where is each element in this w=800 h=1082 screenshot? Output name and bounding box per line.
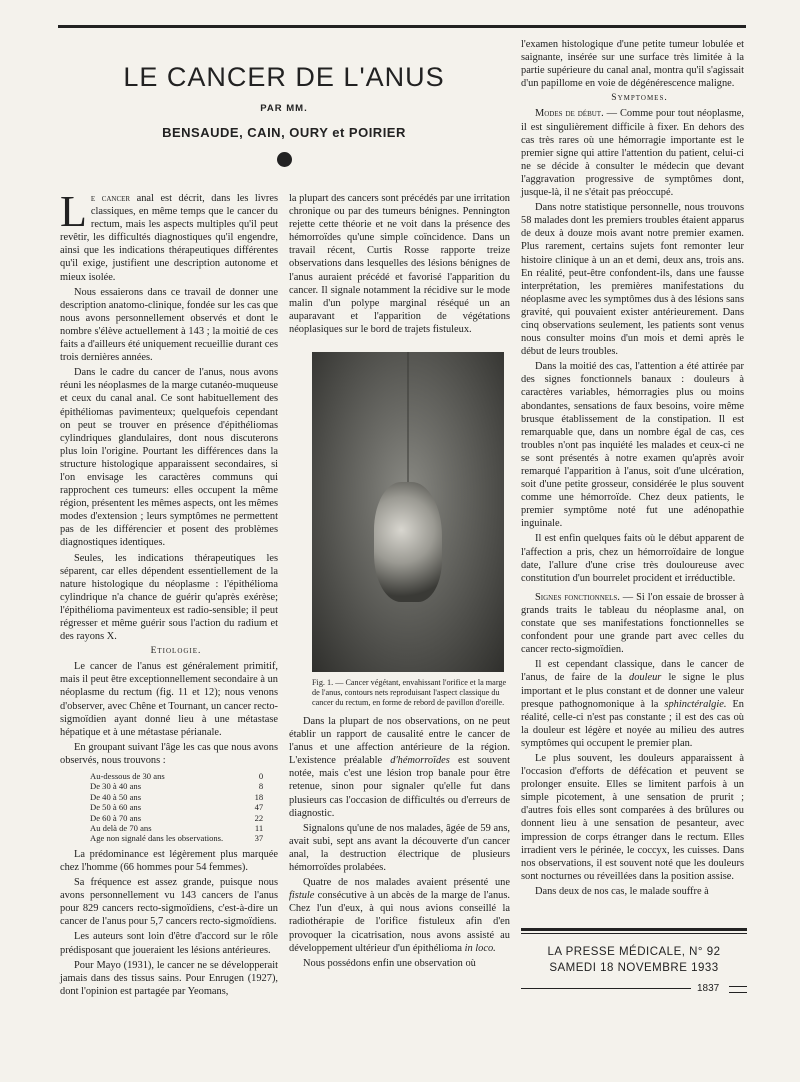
paragraph: Dans la plupart de nos observations, on ne peut établir un rapport de causalité entre le cancer de l'anus et une affection antérieure de la région. L'existence préalable d'hémorroïdes est souvent notée, mais c'est une lésion trop banale pour être retenue, sinon pour signaler qu'elle fut dans plusieurs cas l'occasion de difficultés ou d'erreurs de diagnostic. [289,716,510,819]
table-row: De 60 à 70 ans 22 [90,812,264,823]
table-row: De 40 à 50 ans 18 [90,791,264,802]
paragraph: Signes fonctionnels. — Si l'on essaie de brosser à grands traits le tableau du néoplasme anal, on constate que ses manifestations fonctionnelles se confondent pour une grande part avec celles du cancer recto-sigmoïdien. [521,591,744,656]
figure-photograph [312,352,504,672]
paragraph: Quatre de nos malades avaient présenté une fistule consécutive à un abcès de la marge de l'anus. Chez l'un d'eux, à qui nous avions conseillé la radiothérapie de l'orifice fistuleux afin d'en provoquer la cicatrisation, nous avons assisté au développement ultérieur d'un épithélioma in loco. [289,877,510,954]
paragraph: Dans notre statistique personnelle, nous trouvons 58 malades dont les premiers troubles étaient apparus de deux à douze mois avant notre premier examen. Plus rarement, certains sujets font remonter leur histoire clinique à un an et demi, deux ans, trois ans. En réalité, peut-être confondent-ils, dans une fausse interprétation, les premières manifestations du néoplasme avec les symptômes dus à des lésions sans gravité, qui pouvaient exister antérieurement. Dans cinq observations seulement, les patients sont venus nous consulter moins d'un mois et demi après le début de leurs troubles. [521,202,744,358]
paragraph: Seules, les indications thérapeutiques les séparent, car elles dépendent essentiellement de la nature histologique du néoplasme : l'épithélioma cylindrique n'a chance de guérir qu'après exérèse; l'épithélioma pavimenteux est radio-sensible; il peut régresser et même guérir sous l'action du radium et des rayons X. [60,552,278,643]
table-row: Au-dessous de 30 ans 0 [90,771,264,782]
paragraph: Dans le cadre du cancer de l'anus, nous avons réuni les néoplasmes de la marge cutanéo-muqueuse et ceux du canal anal. Ce sont habituellement des épithéliomas pavimenteux; quelquefois cependant on peut se trouver en présence d'épithéliomas cylindriques glandulaires, dont nous discuterons plus loin l'origine. Pourtant les différences dans la structure histologique apparaissent secondaires, si l'on envisage les caractères communs qui rapprochent ces tumeurs: elles occupent la même région, présentent les mêmes aspects, ont les mêmes modes d'extension ; leurs symptômes ne permettent pas de les différencier et posent des problèmes diagnostiques identiques. [60,367,278,549]
paragraph: Il est cependant classique, dans le cancer de l'anus, de faire de la douleur le signe le plus important et le plus constant et de donner une valeur presque pathognomonique à la sphinctéralgie. En réalité, celle-ci n'est pas constante ; il est des cas où la douleur est légère et noyée au milieu des autres symptômes qui occupent le premier plan. [521,659,744,749]
drop-cap: L [60,187,87,236]
figure-caption: Fig. 1. — Cancer végétant, envahissant l'orifice et la marge de l'anus, contours nets reproduisant l'aspect classique du cancer du rectum, en forme de rebord de pavillon d'oreille. [312,678,507,707]
paragraph: Sa fréquence est assez grande, puisque nous avons personnellement vu 143 cancers de l'anus pour 829 cancers recto-sigmoïdiens, c'est-à-dire un cancer de l'anus pour 5,7 cancers recto-sigmoïdiens. [60,877,278,928]
section-heading-symptomes: Symptomes. [611,93,668,104]
table-row: De 30 à 40 ans 8 [90,781,264,792]
paragraph: Il est enfin quelques faits où le début apparent de l'affection a pris, chez un hémorroïdaire de longue date, l'allure d'une crise très douloureuse avec constitution d'un bourrelet procident et irréductible. [521,533,744,584]
column-3 [521,38,744,900]
paragraph: l'examen histologique d'une petite tumeur lobulée et saignante, insérée sur une surface très limitée à la partie supérieure du canal anal, montra qu'il s'agissait d'un papillome en voie de dégénérescence maligne. [521,39,744,90]
paragraph: Le cancer de l'anus est généralement primitif, mais il peut être exceptionnellement secondaire à un néoplasme du rectum (fig. 11 et 12); nous venons d'observer, avec Chêne et Tournant, un cancer recto-sigmoïdien ayant donné lieu à une métastase hépatique et à une métastase périanale. [60,661,278,738]
paragraph: En groupant suivant l'âge les cas que nous avons observés, nous trouvons : [60,741,278,766]
column-2-top [289,192,510,338]
column-1 [60,187,278,1000]
age-table [90,771,263,844]
journal-name: LA PRESSE MÉDICALE, N° 92 [547,946,721,958]
paragraph: la plupart des cancers sont précédés par une irritation chronique ou par des tumeurs bénignes. Pennington rejette cette théorie et ne voit dans la présence des hémorroïdes qu'une simple coïncidence. Dans un travail récent, Curtis Rosse rapporte treize observations dans lesquelles des lésions bénignes de l'anus auraient précédé et favorisé l'apparition du cancer. Il signale notamment la récidive sur le mode malin d'un polype marginal réséqué un an auparavant et l'apparition de végétations néoplasiques sur le bord de trajets fistuleux. [289,193,510,335]
paragraph: Pour Mayo (1931), le cancer ne se développerait jamais dans des tissus sains. Pour Enrugen (1927), dont l'opinion est partagée par Yeomans, [60,959,278,997]
column-2-bottom [289,715,510,972]
top-rule [58,25,746,28]
page-number: 1837 [697,983,720,994]
article-title: LE CANCER DE L'ANUS [123,62,445,92]
journal-masthead [521,928,747,976]
paragraph: Les auteurs sont loin d'être d'accord sur le rôle prédisposant que joueraient les lésions antérieures. [60,931,278,956]
title-dot-ornament [277,152,292,167]
intro-paragraph: Le cancer anal est décrit, dans les livres classiques, en même temps que le cancer du rectum, mais les aspects multiples qu'il peut revêtir, les difficultés diagnostiques qu'il engendre, ainsi que les indications thérapeutiques différentes qu'il exige, justifient une description autonome et mieux isolée. [60,187,278,283]
lesion-shape [374,482,442,602]
paragraph: Le plus souvent, les douleurs apparaissent à l'occasion d'efforts de défécation et peuvent se prolonger ensuite. Elles se limitent parfois à un simple picotement, à une sensation de prurit ; d'autres fois elles sont comparées à des brûlures ou donnent lieu à une sensation de pesanteur, avec impression de corps étranger dans le rectum. Elles irradient vers le périnée, le coccyx, les cuisses. Dans nos observations, il est souvent noté que les douleurs sont nocturnes ou réveillées dans la position assise. [521,752,744,882]
table-row: Au delà de 70 ans 11 [90,823,264,834]
paragraph: Modes de début. — Comme pour tout néoplasme, il est singulièrement difficile à fixer. En dehors des cas très rares où une hémorragie importante est le premier signe qui attire l'attention du patient, celui-ci ne se décide à consulter le médecin que devant l'aggravation progressive de symptômes dont, jusque-là, il ne s'était pas préoccupé. [521,108,744,199]
paragraph: Nous essaierons dans ce travail de donner une description anatomo-clinique, fondée sur les cas que nous avons personnellement observés et dont le nombre s'élève actuellement à 143 ; la moitié de ces faits a d'ailleurs été uniquement recueillie durant ces trois dernières années. [60,286,278,364]
section-heading-etiologie: Etiologie. [150,646,202,657]
par-mm: PAR MM. [260,103,308,114]
page-number-bar [521,983,747,995]
table-row: Age non signalé dans les observations. 37 [90,833,264,844]
paragraph: Dans la moitié des cas, l'attention a été attirée par des signes fonctionnels banaux : douleurs à caractères variables, hémorragies plus ou moins abondantes, sensations de faux besoins, voire même brusque établissement de la constipation. Il est remarquable que, dans un nombre égal de cas, ces troubles n'ont pas inquiété les malades et ceux-ci ne se sont présentés à notre examen qu'après avoir remarqué l'apparition à l'anus, soit d'une ulcération, soit d'une petite grosseur, considérée le plus souvent comme une hémorroïde. Chez deux patients, le premier symptôme noté fut une adénopathie inguinale. [521,361,744,530]
paragraph: La prédominance est légèrement plus marquée chez l'homme (66 hommes pour 54 femmes). [60,848,278,873]
paragraph: Dans deux de nos cas, le malade souffre à [535,885,709,897]
authors: BENSAUDE, CAIN, OURY et POIRIER [162,125,406,140]
table-row: De 50 à 60 ans 47 [90,802,264,813]
paragraph: Nous possédons enfin une observation où [303,957,476,969]
journal-date: SAMEDI 18 NOVEMBRE 1933 [549,962,719,974]
paragraph: Signalons qu'une de nos malades, âgée de 59 ans, avait subi, sept ans avant la découverte d'un cancer anal, la destruction électrique de plusieurs hémorroïdes prolabées. [289,822,510,874]
